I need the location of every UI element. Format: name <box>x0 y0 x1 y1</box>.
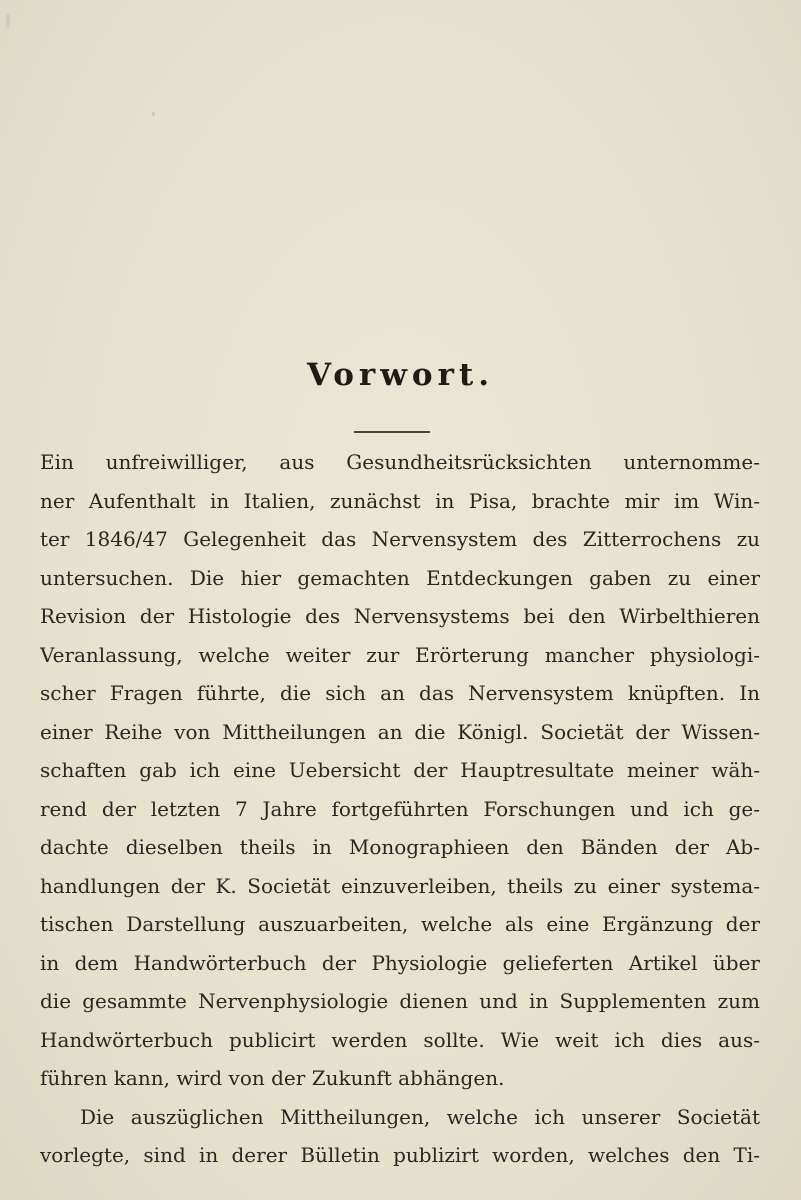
text-line: führen kann, wird von der Zukunft abhängen. <box>40 1066 505 1090</box>
text-line: Die auszüglichen Mittheilungen, welche ich unserer Societät <box>80 1104 760 1129</box>
text-line: Handwörterbuch publicirt werden sollte. Wie weit ich dies aus- <box>40 1027 760 1052</box>
text-line: schaften gab ich eine Uebersicht der Hauptresultate meiner wäh- <box>40 758 760 782</box>
text-line: vorlegte, sind in derer Bülletin publizirt worden, welches den Ti- <box>40 1143 760 1167</box>
text-line: scher Fragen führte, die sich an das Nervensystem knüpften. In <box>40 681 760 705</box>
text-line: handlungen der K. Societät einzuverleiben, theils zu einer systema- <box>40 873 760 898</box>
page-speck <box>152 112 155 116</box>
title-divider <box>354 431 430 433</box>
text-line: dachte dieselben theils in Monographieen den Bänden der Ab- <box>40 835 760 859</box>
page-title: Vorwort. <box>306 357 495 393</box>
text-line: Ein unfreiwilliger, aus Gesundheitsrücksichten unternomme- <box>40 450 760 474</box>
text-line: die gesammte Nervenphysiologie dienen und in Supplementen zum <box>40 989 760 1013</box>
text-line: rend der letzten 7 Jahre fortgeführten Forschungen und ich ge- <box>40 796 760 821</box>
text-line: einer Reihe von Mittheilungen an die Königl. Societät der Wissen- <box>40 719 760 744</box>
text-line: in dem Handwörterbuch der Physiologie gelieferten Artikel über <box>40 950 760 975</box>
body-text <box>40 443 760 1175</box>
text-line: ter 1846/47 Gelegenheit das Nervensystem des Zitterrochens zu <box>40 527 760 551</box>
text-line: Veranlassung, welche weiter zur Erörterung mancher physiologi- <box>40 642 760 667</box>
text-line: tischen Darstellung auszuarbeiten, welche als eine Ergänzung der <box>40 912 760 936</box>
text-line: ner Aufenthalt in Italien, zunächst in Pisa, brachte mir im Win- <box>40 488 760 513</box>
text-line: untersuchen. Die hier gemachten Entdeckungen gaben zu einer <box>40 565 760 590</box>
text-line: Revision der Histologie des Nervensystems bei den Wirbelthieren <box>40 604 760 628</box>
page-speck <box>6 14 10 28</box>
